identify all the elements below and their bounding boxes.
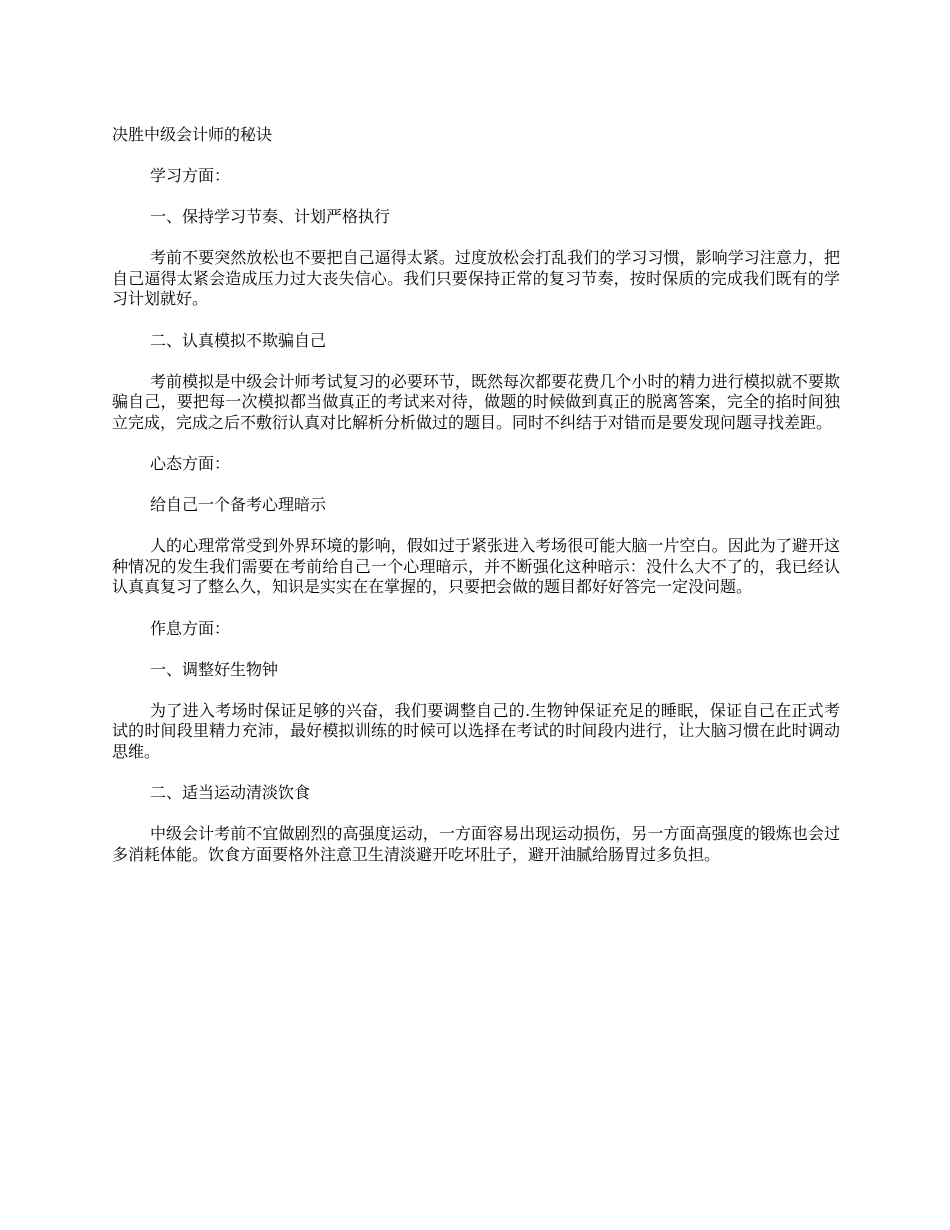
document-title: 决胜中级会计师的秘诀 [112,125,273,144]
subheading-exercise: 二、适当运动清淡饮食 [150,783,311,802]
spacer [112,310,840,331]
subheading-hint: 给自己一个备考心理暗示 [150,495,327,514]
spacer [112,762,840,783]
spacer [112,145,840,166]
subheading-rhythm: 一、保持学习节奏、计划严格执行 [150,207,391,226]
paragraph-simulation: 考前模拟是中级会计师考试复习的必要环节，既然每次都要花费几个小时的精力进行模拟就不要欺骗自己，要把每一次模拟都当做真正的考试来对待，做题的时候做到真正的脱离答案，完全的掐时间独立完成，完成之后不敷衍认真对比解析分析做过的题目。同时不纠结于对错而是要发现问题寻找差距。 [112,371,840,432]
paragraph-hint: 人的心理常常受到外界环境的影响，假如过于紧张进入考场很可能大脑一片空白。因此为了避开这种情况的发生我们需要在考前给自己一个心理暗示，并不断强化这种暗示：没什么大不了的，我已经认认真真复习了整么久，知识是实实在在掌握的，只要把会做的题目都好好答完一定没问题。 [112,536,840,596]
section-heading-routine: 作息方面： [150,618,231,638]
paragraph-rhythm: 考前不要突然放松也不要把自己逼得太紧。过度放松会打乱我们的学习习惯，影响学习注意力，把自己逼得太紧会造成压力过大丧失信心。我们只要保持正常的复习节奏，按时保质的完成我们既有的学习计划就好。 [112,248,840,308]
spacer [112,680,840,701]
section-heading-study: 学习方面： [150,166,231,185]
spacer [112,351,840,372]
spacer [112,803,840,824]
spacer [112,186,840,207]
section-heading-mindset: 心态方面： [150,454,231,473]
spacer [112,433,840,454]
paragraph-exercise: 中级会计考前不宜做剧烈的高强度运动，一方面容易出现运动损伤，另一方面高强度的锻炼也会过多消耗体能。饮食方面要格外注意卫生清淡避开吃坏肚子，避开油腻给肠胃过多负担。 [112,824,840,864]
subheading-clock: 一、调整好生物钟 [150,659,279,679]
spacer [112,515,840,536]
paragraph-clock: 为了进入考场时保证足够的兴奋，我们要调整自己的.生物钟保证充足的睡眠，保证自己在正式考试的时间段里精力充沛，最好模拟训练的时候可以选择在考试的时间段内进行，让大脑习惯在此时调动思维。 [112,700,840,761]
spacer [112,598,840,619]
spacer [112,474,840,495]
document-page [112,125,840,865]
spacer [112,639,840,660]
spacer [112,227,840,248]
subheading-simulation: 二、认真模拟不欺骗自己 [150,330,327,350]
